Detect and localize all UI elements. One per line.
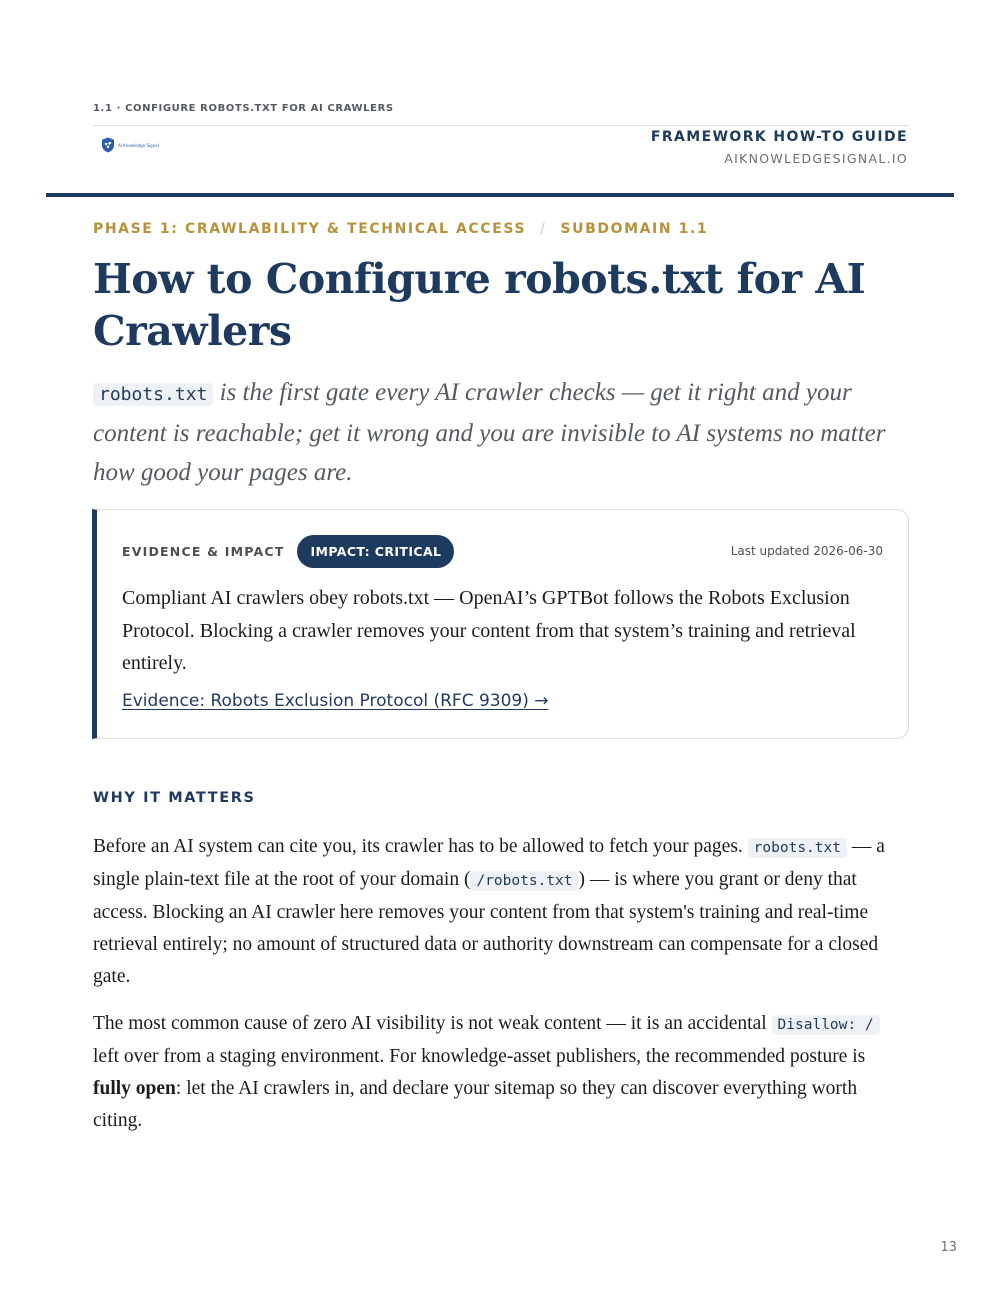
evidence-card [92, 509, 909, 739]
breadcrumb-separator: / [540, 221, 547, 237]
breadcrumb [93, 221, 708, 237]
lede [93, 373, 908, 492]
text-run: — a single plain-text file at the root of your domain ( [93, 836, 885, 890]
header-divider [93, 125, 908, 126]
text-run: : let the AI crawlers in, and declare your sitemap so they can discover everything worth citing. [93, 1078, 858, 1131]
breadcrumb-phase: PHASE 1: CRAWLABILITY & TECHNICAL ACCESS [93, 221, 527, 237]
inline-code: /robots.txt [470, 871, 578, 891]
emphasis: fully open [93, 1078, 176, 1099]
impact-badge: IMPACT: CRITICAL [297, 535, 454, 568]
evidence-label: EVIDENCE & IMPACT [122, 544, 285, 559]
evidence-link[interactable]: Evidence: Robots Exclusion Protocol (RFC 9309) → [122, 691, 549, 711]
text-run: Before an AI system can cite you, its crawler has to be allowed to fetch your pages. [93, 836, 748, 857]
paragraph-1 [93, 831, 893, 993]
page-title: How to Configure robots.txt for AI Crawlers [93, 255, 866, 355]
text-run: ) — is where you grant or deny that access. Blocking an AI crawler here removes your content from that system's training and real-time retrieval entirely; no amount of structured data or authority downstream can compensate for a closed gate. [93, 869, 879, 987]
text-run: left over from a staging environment. For knowledge-asset publishers, the recommended posture is [93, 1046, 866, 1067]
text-run: The most common cause of zero AI visibility is not weak content — it is an accidental [93, 1013, 772, 1034]
logo-text: AI Knowledge Signal [118, 142, 159, 148]
evidence-body: Compliant AI crawlers obey robots.txt — OpenAI’s GPTBot follows the Robots Exclusion Protocol. Blocking a crawler removes your content from that system’s training and retrieval entirely. [122, 587, 856, 674]
inline-code: robots.txt [748, 838, 847, 858]
evidence-header [122, 535, 454, 568]
breadcrumb-subdomain: SUBDOMAIN 1.1 [560, 221, 709, 237]
lede-text: is the first gate every AI crawler checks — get it right and your content is reachable; get it wrong and you are invisible to AI systems no matter how good your pages are. [93, 379, 886, 486]
site-url: AIKNOWLEDGESIGNAL.IO [724, 151, 908, 166]
guide-title: FRAMEWORK HOW-TO GUIDE [650, 129, 908, 145]
header-rule [46, 193, 954, 197]
page-number: 13 [940, 1240, 957, 1255]
site-logo[interactable] [101, 137, 159, 153]
running-head: 1.1 · CONFIGURE ROBOTS.TXT FOR AI CRAWLERS [93, 103, 394, 114]
last-updated: Last updated 2026-06-30 [730, 544, 883, 558]
paragraph-2 [93, 1008, 893, 1137]
inline-code: Disallow: / [772, 1015, 880, 1035]
lede-code: robots.txt [93, 383, 213, 406]
section-heading: WHY IT MATTERS [93, 790, 256, 806]
shield-logo-icon [101, 137, 115, 153]
